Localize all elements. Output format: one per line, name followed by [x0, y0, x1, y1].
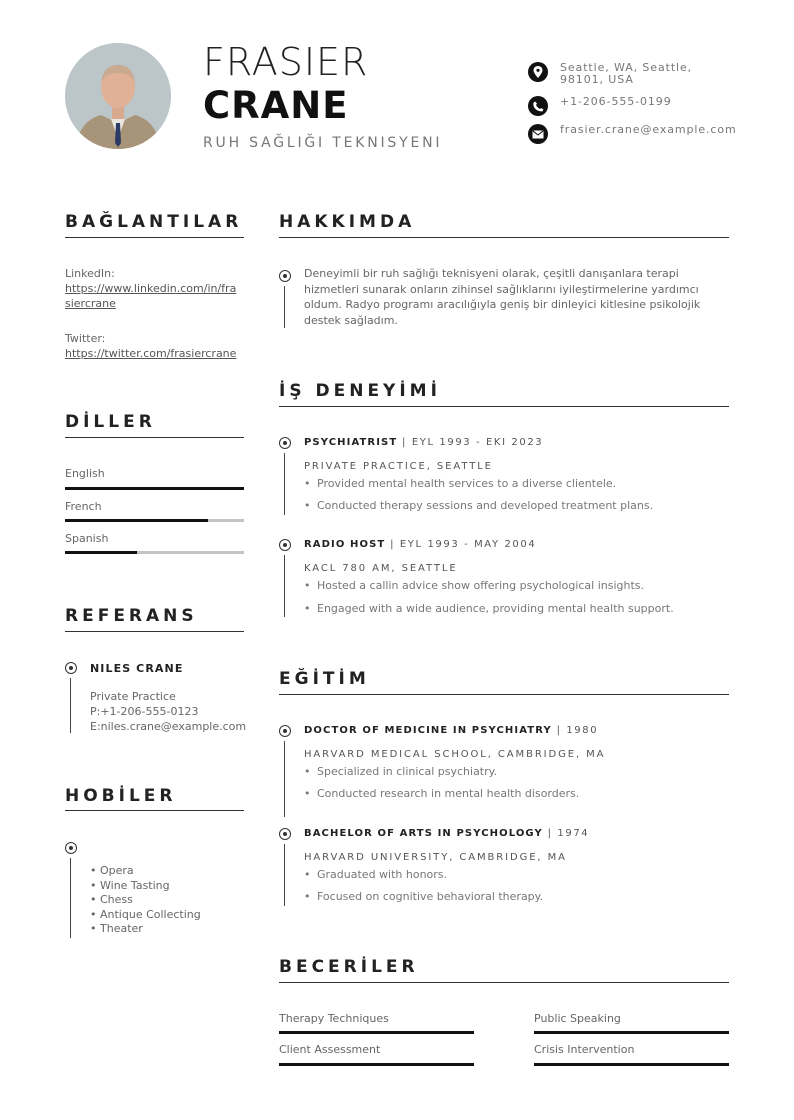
section-title-connections: BAĞLANTILAR — [65, 212, 243, 232]
section-title-skills: BECERİLER — [279, 957, 419, 977]
timeline-dot — [279, 437, 291, 449]
hobby-item: • Opera — [90, 864, 134, 877]
language-name: English — [65, 467, 105, 480]
language-level-fill — [65, 551, 137, 554]
language-level-fill — [65, 519, 208, 522]
reference-email: E:niles.crane@example.com — [90, 720, 247, 733]
language-level-bar — [65, 487, 244, 490]
address-text: Seattle, WA, Seattle, 98101, USA — [560, 61, 693, 86]
school-name: HARVARD MEDICAL SCHOOL, CAMBRIDGE, MA — [304, 749, 606, 760]
contact-address — [528, 62, 735, 86]
job-role: RADIO HOST — [304, 539, 386, 550]
divider — [65, 437, 244, 438]
profile-photo — [65, 43, 171, 149]
reference-company: Private Practice — [90, 690, 176, 703]
skill-bar — [279, 1031, 474, 1034]
hobby-item: • Wine Tasting — [90, 878, 170, 892]
section-title-experience: İŞ DENEYİMİ — [279, 381, 441, 401]
education-bullet: • Graduated with honors. — [304, 868, 448, 881]
timeline-dot — [65, 842, 77, 854]
skill-label: Client Assessment — [279, 1043, 381, 1056]
timeline-dot — [279, 725, 291, 737]
language-level-bar — [65, 519, 244, 522]
section-title-hobbies: HOBİLER — [65, 786, 177, 806]
skill-bar — [534, 1063, 729, 1066]
divider — [65, 810, 244, 811]
divider — [279, 406, 729, 407]
language-name: Spanish — [65, 532, 109, 545]
divider — [279, 237, 729, 238]
graduation-year: 1974 — [557, 828, 590, 839]
job-header: RADIO HOST | EYL 1993 - MAY 2004 — [304, 539, 537, 550]
hobby-item: • Antique Collecting — [90, 907, 201, 921]
language-name: French — [65, 500, 102, 513]
hobby-list — [90, 864, 201, 937]
twitter-url[interactable]: https://twitter.com/frasiercrane — [65, 347, 237, 360]
skill-label: Crisis Intervention — [534, 1043, 635, 1056]
timeline-line — [284, 453, 285, 515]
timeline-line — [284, 555, 285, 617]
linkedin-link-block — [65, 266, 245, 311]
education-bullet: • Specialized in clinical psychiatry. — [304, 765, 498, 778]
reference-details — [90, 689, 246, 734]
hobby-item: • Chess — [90, 893, 133, 906]
graduation-year: 1980 — [566, 725, 599, 736]
about-text: Deneyimli bir ruh sağlığı teknisyeni olarak, çeşitli danışanlara terapi hizmetleri sunarak onların zihinsel sağlıklarını iyileştirmelerine yardımcı oldum. Radyo programı aracılığıyla geniş bir dinleyici kitlesine psikolojik destek sağladım. — [304, 267, 701, 327]
first-name: FRASIER — [203, 40, 369, 84]
education-bullet: • Conducted research in mental health disorders. — [304, 787, 580, 800]
job-bullet: • Provided mental health services to a diverse clientele. — [304, 477, 617, 490]
section-title-education: EĞİTİM — [279, 669, 370, 689]
linkedin-url-line2[interactable]: siercrane — [65, 297, 116, 310]
job-organization: PRIVATE PRACTICE, SEATTLE — [304, 461, 493, 472]
job-bullet: • Conducted therapy sessions and developed treatment plans. — [304, 499, 654, 512]
contact-phone — [528, 96, 735, 116]
divider — [279, 694, 729, 695]
location-pin-icon — [528, 62, 548, 82]
linkedin-label: LinkedIn: — [65, 267, 115, 280]
school-name: HARVARD UNIVERSITY, CAMBRIDGE, MA — [304, 852, 567, 863]
job-title: RUH SAĞLIĞI TEKNISYENI — [203, 135, 443, 151]
section-title-references: REFERANS — [65, 606, 198, 626]
skill-bar — [534, 1031, 729, 1034]
timeline-dot — [279, 828, 291, 840]
timeline-dot — [279, 270, 291, 282]
reference-phone: P:+1-206-555-0123 — [90, 705, 199, 718]
job-dates: EYL 1993 - EKI 2023 — [411, 437, 544, 448]
language-level-fill — [65, 487, 244, 490]
job-organization: KACL 780 AM, SEATTLE — [304, 563, 458, 574]
job-role: PSYCHIATRIST — [304, 437, 398, 448]
linkedin-url-line1[interactable]: https://www.linkedin.com/in/fra — [65, 282, 237, 295]
email-text[interactable]: frasier.crane@example.com — [560, 123, 737, 136]
section-title-about: HAKKIMDA — [279, 212, 416, 232]
timeline-line — [284, 286, 285, 328]
job-bullet: • Engaged with a wide audience, providing mental health support. — [304, 602, 674, 615]
education-bullet: • Focused on cognitive behavioral therapy. — [304, 890, 544, 903]
language-level-bar — [65, 551, 244, 554]
section-title-languages: DİLLER — [65, 412, 156, 432]
reference-name: NILES CRANE — [90, 662, 184, 675]
job-bullet: • Hosted a callin advice show offering psychological insights. — [304, 579, 645, 592]
phone-text[interactable]: +1-206-555-0199 — [560, 95, 672, 108]
job-dates: EYL 1993 - MAY 2004 — [399, 539, 537, 550]
education-header: BACHELOR OF ARTS IN PSYCHOLOGY | 1974 — [304, 828, 590, 839]
contact-email — [528, 124, 735, 144]
divider — [65, 237, 244, 238]
skill-bar — [279, 1063, 474, 1066]
envelope-icon — [528, 124, 548, 144]
job-header: PSYCHIATRIST | EYL 1993 - EKI 2023 — [304, 437, 544, 448]
skill-label: Therapy Techniques — [279, 1012, 389, 1025]
last-name: CRANE — [203, 84, 349, 127]
timeline-dot — [65, 662, 77, 674]
divider — [65, 631, 244, 632]
twitter-link-block — [65, 331, 245, 361]
timeline-line — [70, 858, 71, 938]
twitter-label: Twitter: — [65, 332, 106, 345]
skill-label: Public Speaking — [534, 1012, 621, 1025]
timeline-line — [284, 844, 285, 906]
timeline-dot — [279, 539, 291, 551]
divider — [279, 982, 729, 983]
hobby-item: • Theater — [90, 922, 143, 935]
education-header: DOCTOR OF MEDICINE IN PSYCHIATRY | 1980 — [304, 725, 599, 736]
degree: DOCTOR OF MEDICINE IN PSYCHIATRY — [304, 725, 552, 736]
timeline-line — [284, 741, 285, 817]
phone-icon — [528, 96, 548, 116]
timeline-line — [70, 678, 71, 733]
degree: BACHELOR OF ARTS IN PSYCHOLOGY — [304, 828, 543, 839]
